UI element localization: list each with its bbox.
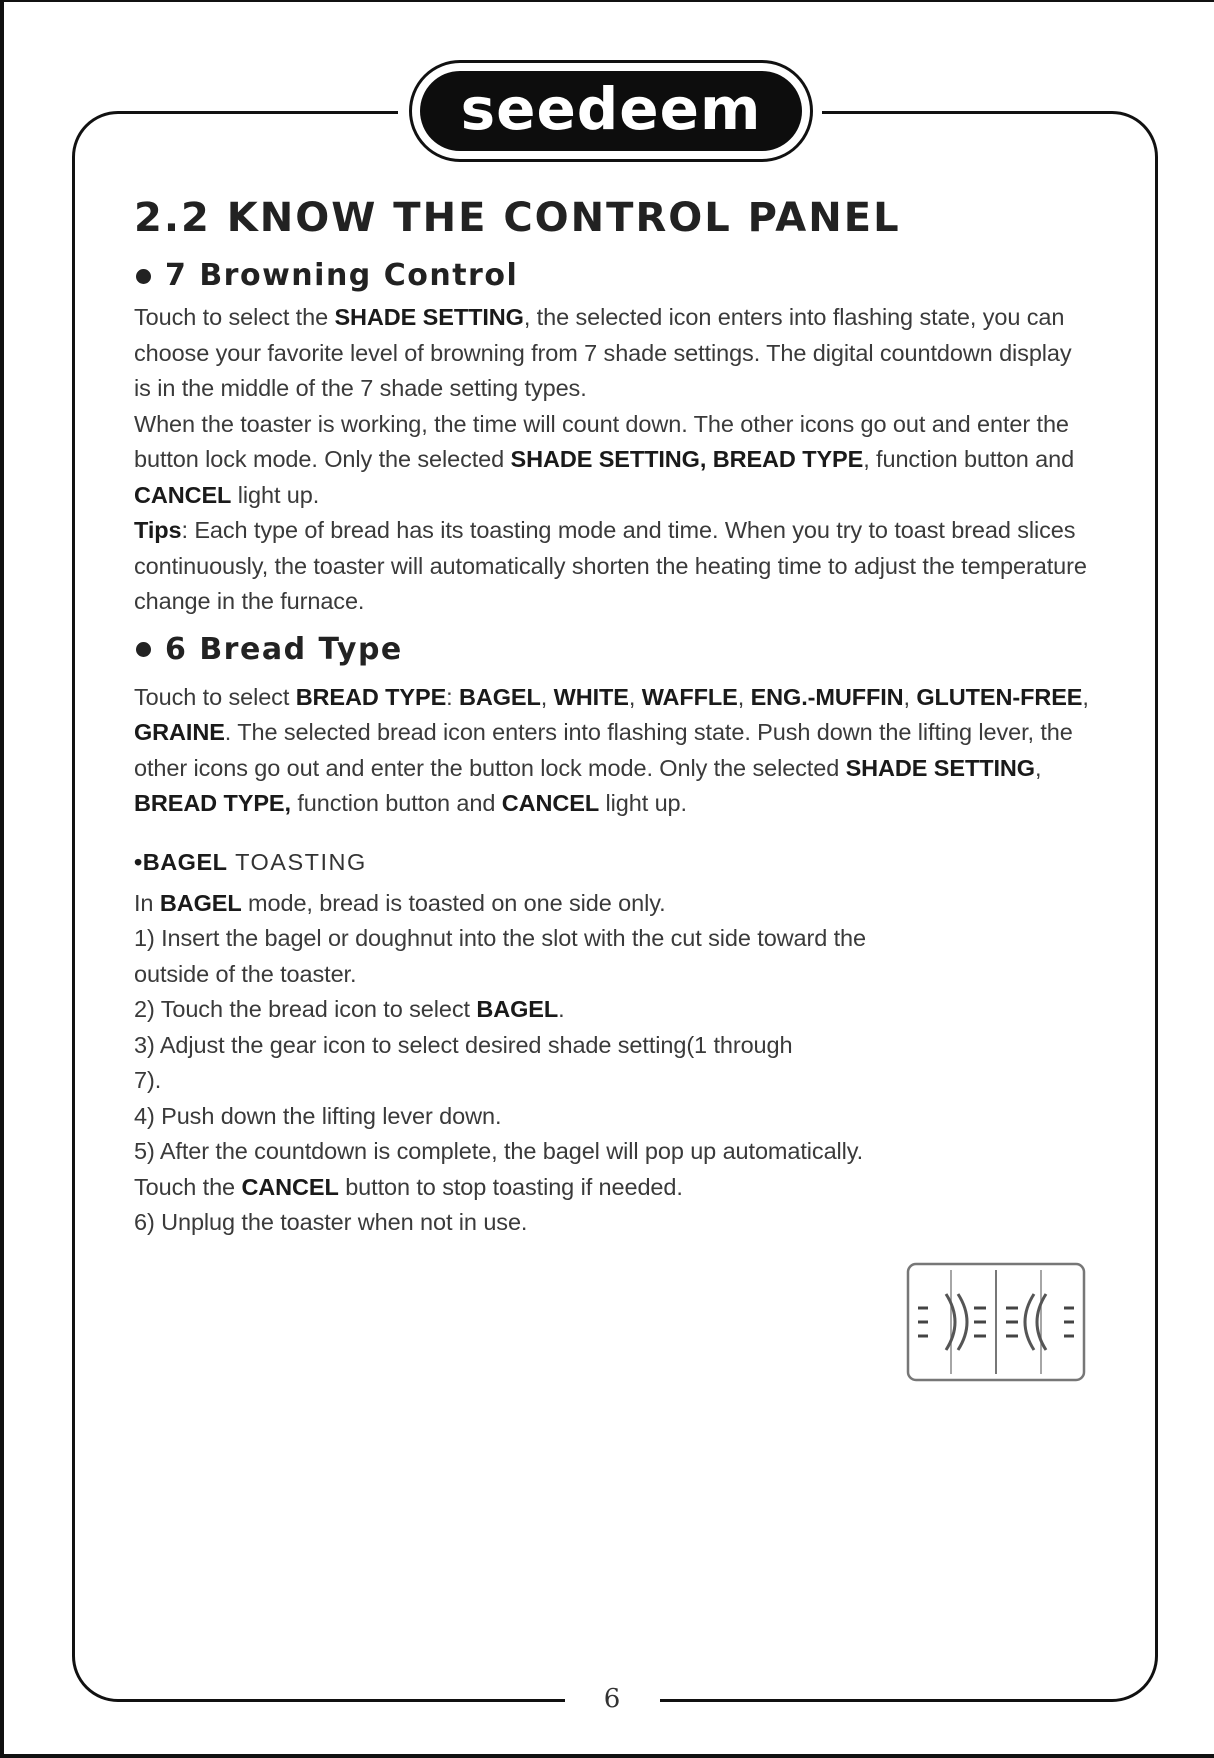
bagel-step: 1) Insert the bagel or doughnut into the slot with the cut side toward the outside of the toaster.	[134, 925, 867, 987]
section-title: 2.2 KNOW THE CONTROL PANEL	[134, 195, 901, 241]
bagel-step: 4) Push down the lifting lever down.	[134, 1102, 502, 1129]
brand-logo-text: seedeem	[460, 75, 762, 143]
bullet-icon	[136, 269, 151, 284]
browning-paragraph-1: Touch to select the SHADE SETTING, the selected icon enters into flashing state, you can choose your favorite level of browning from 7 shade settings. The digital countdown display is in the middle of the 7 shade setting types.	[134, 304, 1072, 401]
bagel-step: 3) Adjust the gear icon to select desired shade setting(1 through 7).	[134, 1031, 793, 1093]
bagel-step: 6) Unplug the toaster when not in use.	[134, 1209, 528, 1235]
browning-control-heading	[134, 252, 1094, 300]
browning-paragraph-2: When the toaster is working, the time will count down. The other icons go out and enter the button lock mode. Only the selected SHADE SETTING, BREAD TYPE, function button and CANCEL light up.	[134, 410, 1075, 508]
browning-tips: Tips: Each type of bread has its toasting mode and time. When you try to toast bread slices continuously, the toaster will automatically shorten the heating time to adjust the temperature change in the furnace.	[134, 517, 1087, 614]
page-content	[134, 190, 1094, 1241]
bagel-step: 2) Touch the bread icon to select BAGEL.	[134, 996, 565, 1022]
page-number: 6	[603, 1684, 621, 1714]
bagel-intro: In BAGEL mode, bread is toasted on one side only.	[134, 889, 666, 916]
bagel-toasting-heading: •BAGEL TOASTING	[134, 848, 367, 875]
bullet-icon	[136, 642, 151, 657]
bread-type-paragraph: Touch to select BREAD TYPE: BAGEL, WHITE, WAFFLE, ENG.-MUFFIN, GLUTEN-FREE, GRAINE. The selected bread icon enters into flashing state. Push down the lifting lever, the other icons go out and enter the button lock mode. Only the selected SHADE SETTING, BREAD TYPE, function button and CANCEL light up.	[134, 683, 1089, 816]
bread-type-heading	[134, 626, 1094, 674]
bagel-step: 5) After the countdown is complete, the bagel will pop up automatically. Touch the CANCEL button to stop toasting if needed.	[134, 1138, 864, 1200]
bagel-toaster-slots-icon	[906, 1262, 1086, 1382]
bagel-steps	[134, 921, 894, 1241]
brand-logo	[409, 60, 813, 162]
browning-control-heading-text: 7 Browning Control	[165, 258, 519, 293]
bread-type-heading-text: 6 Bread Type	[165, 631, 403, 667]
